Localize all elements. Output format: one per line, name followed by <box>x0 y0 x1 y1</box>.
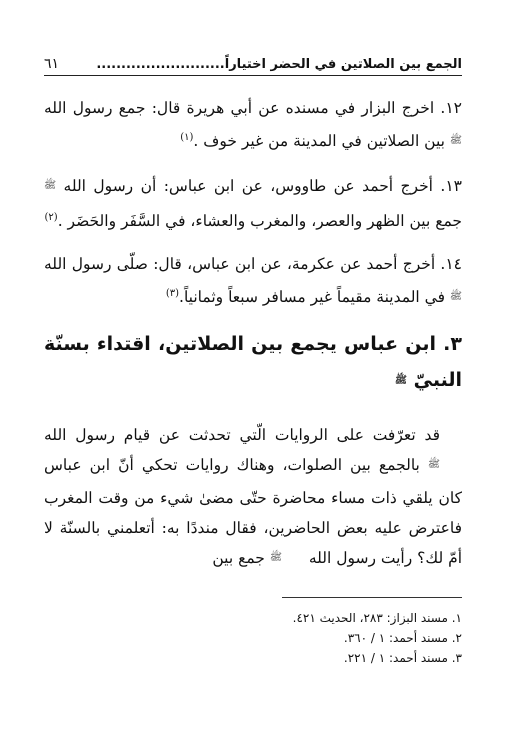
sallah-glyph: ﷺ <box>427 459 440 470</box>
paragraph-text: جمع بين الظهر والعصر، والمغرب والعشاء، في السَّفَر والحَضَر . <box>57 212 462 230</box>
footnote-ref: (١) <box>180 131 194 143</box>
page-header <box>44 42 462 72</box>
footnote-rule <box>282 597 462 598</box>
header-rule <box>44 75 462 76</box>
paragraph-text: اخرج البزار في مسنده عن أبي هريرة قال: جمع رسول الله <box>44 99 441 117</box>
footnote-ref: (٢) <box>44 211 58 223</box>
paragraph-number: ١٤. <box>440 255 462 273</box>
sallah-glyph: ﷺ <box>449 135 462 146</box>
section-heading <box>44 326 462 402</box>
sallah-glyph: ﷺ <box>394 375 407 386</box>
footnote-1: ١. مسند البزاز: ٢٨٣، الحديث ٤٢١. <box>292 611 462 625</box>
running-title: الجمع بين الصلاتين في الحضر اختياراً.......................... <box>96 57 462 72</box>
page-number: ٦١ <box>44 56 60 72</box>
hadith-paragraph-12 <box>44 92 462 160</box>
paragraph-number: ١٣. <box>440 177 462 195</box>
paragraph-text: أخرج أحمد عن عكرمة، عن ابن عباس، قال: صلّى رسول الله <box>44 255 441 273</box>
body-text <box>44 92 462 576</box>
hadith-paragraph-13 <box>44 170 462 238</box>
footnote-ref: (٣) <box>165 287 180 299</box>
paragraph-text: أخرج أحمد عن طاووس، عن ابن عباس: أن رسول الله <box>56 177 441 195</box>
intro-text: قد تعرّفت على الروايات الّتي تحدثت عن قيام رسول الله <box>44 426 440 444</box>
paragraph-number: ١٢. <box>440 99 462 117</box>
footnotes <box>44 608 462 668</box>
sallah-glyph: ﷺ <box>449 291 462 302</box>
footnote-3: ٣. مسند أحمد: ١ / ٢٢١. <box>343 651 462 665</box>
sallah-glyph: ﷺ <box>269 552 282 563</box>
footnote-2: ٢. مسند أحمد: ١ / ٣٦٠. <box>343 631 462 645</box>
sallah-glyph: ﷺ <box>44 180 57 191</box>
section-heading-text: ٣. ابن عباس يجمع بين الصلاتين، اقتداء بسنّة النبيّ <box>44 333 462 391</box>
paragraph-text: في المدينة مقيماً غير مسافر سبعاً وثمانياً. <box>179 288 450 306</box>
hadith-paragraph-14 <box>44 248 462 316</box>
intro-text: جمع بين <box>212 549 270 567</box>
paragraph-text: بين الصلاتين في المدينة من غير خوف . <box>193 132 450 150</box>
intro-paragraph <box>44 420 462 576</box>
intro-text: بالجمع بين الصلوات، وهناك روايات تحكي أنّ ابن عباس كان يلقي ذات مساء محاضرة حتّى مضىٰ شيء من وقت المغرب فاعترض عليه بعض الحاضرين، فقال منددًا به: أتعلمني بالسنّة لا أمّ لك؟ رأيت رسول الله <box>44 456 462 567</box>
